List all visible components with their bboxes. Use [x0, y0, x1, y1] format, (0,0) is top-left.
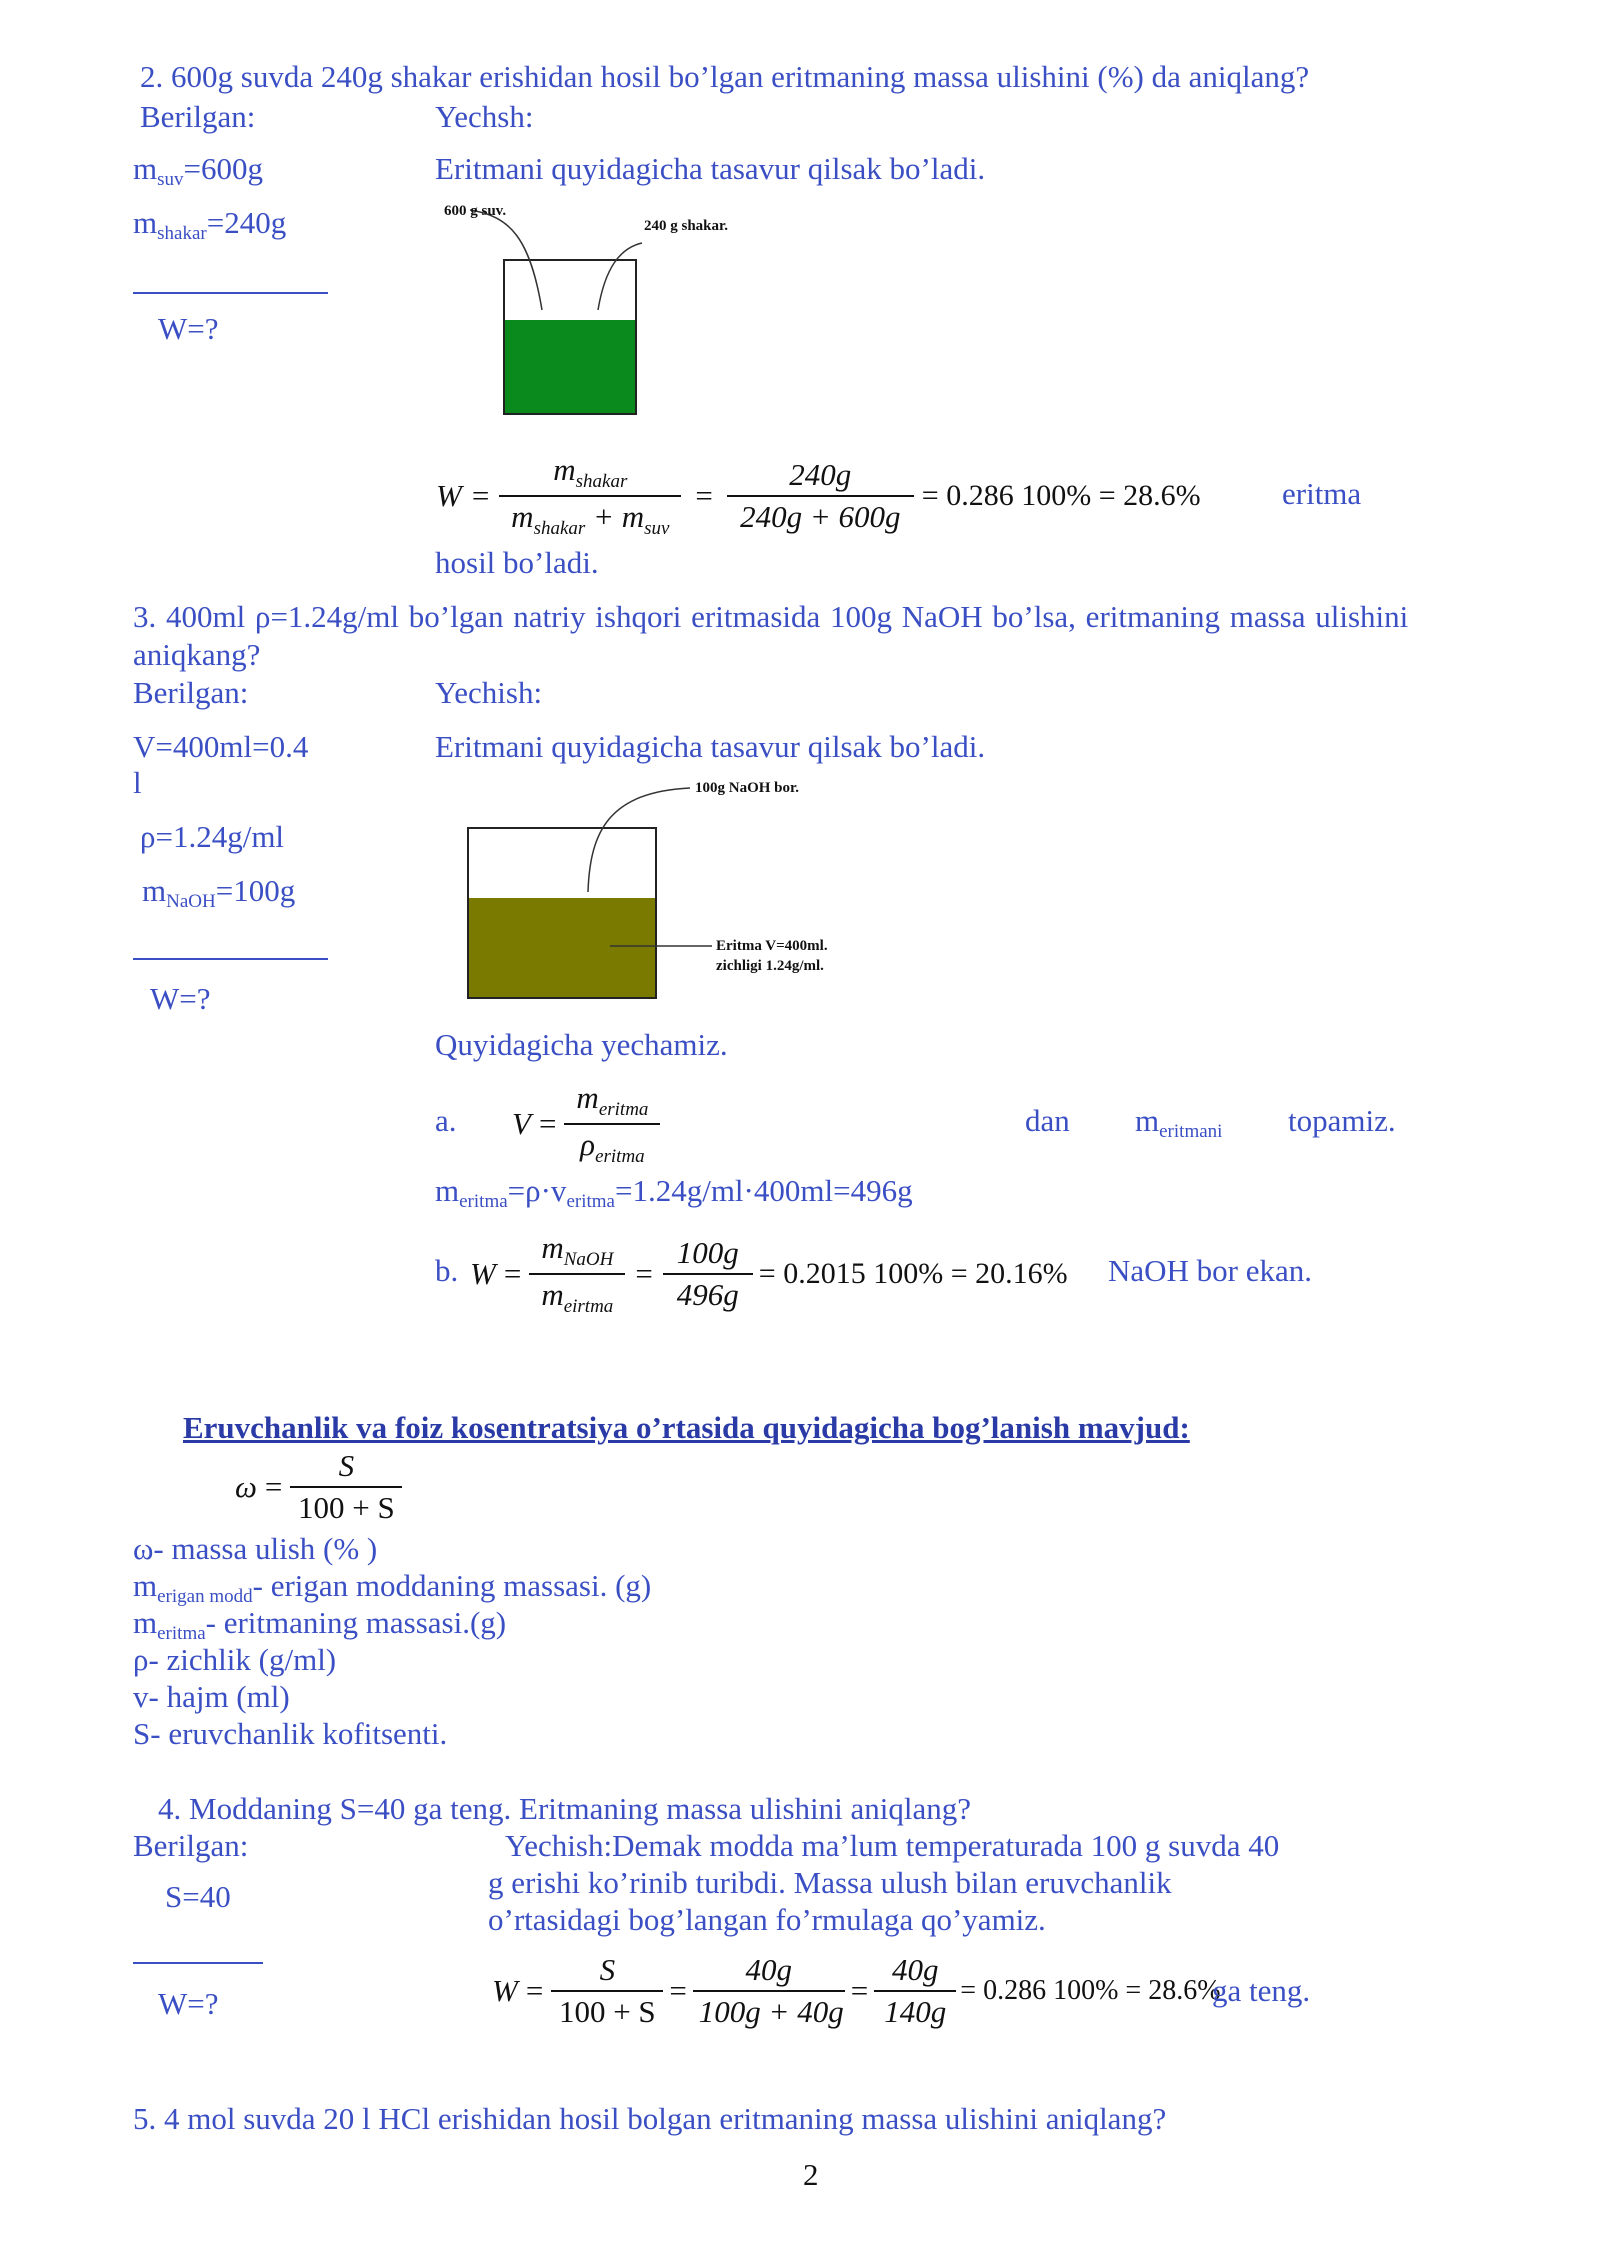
beaker-liquid — [505, 320, 635, 413]
label-sugar: 240 g shakar. — [644, 218, 729, 234]
tail-word: eritma — [1282, 476, 1362, 511]
definition-omega: ω- massa ulish (% ) — [133, 1531, 378, 1566]
problem-3-question-line1: 3. 400ml ρ=1.24g/ml bo’lgan natriy ishqori eritmasida 100g NaOH bo’lsa, eritmaning massa ulishini — [133, 599, 1409, 634]
step-a-dan: dan — [1025, 1103, 1070, 1138]
solution-line-1: Yechish:Demak modda ma’lum temperaturada 100 g suvda 40 — [505, 1828, 1280, 1863]
m-subscript: suv — [157, 169, 184, 190]
problem-5-question: 5. 4 mol suvda 20 l HCl erishidan hosil bolgan eritmaning massa ulishini aniqlang? — [133, 2101, 1167, 2136]
definition-m-solution: $m_{eritma}-$ eritmaning massasi.(g) — [133, 1605, 507, 1644]
fraction-values: $\frac{240g}{240g + 600g}$ — [733, 457, 908, 535]
label-naoh: 100g NaOH bor. — [695, 780, 800, 796]
pointer-line-naoh — [588, 788, 690, 892]
given-label: Berilgan: — [140, 99, 256, 134]
imagine-text: Eritmani quyidagicha tasavur qilsak bo’ladi. — [435, 151, 986, 186]
definition-density: ρ- zichlik (g/ml) — [133, 1642, 337, 1677]
m-symbol: m — [133, 205, 158, 240]
given-divider — [133, 1962, 263, 1964]
formula-problem-2: W = $\frac{m_{shakar}}{m_{shakar} + m_{suv}}$ = $\frac{240g}{240g + 600g}$ = 0.286 100% = 28.6% — [436, 452, 1201, 539]
fraction-mass: $\frac{m_{shakar}}{m_{shakar} + m_{suv}}$ — [505, 452, 675, 540]
page-number: 2 — [803, 2157, 819, 2192]
given-label: Berilgan: — [133, 1828, 249, 1863]
find-w: W=? — [158, 1986, 219, 2021]
m-value: =600g — [183, 151, 264, 186]
mass-calculation: $m_{eritma}=\rho\cdot v_{eritma}=1.24g/ml\cdot 400ml=496g$ — [435, 1173, 913, 1212]
given-density: ρ=1.24g/ml — [140, 819, 285, 854]
formula-omega: ω = $\frac{S}{100 + S}$ — [235, 1448, 402, 1526]
definition-m-solute: $m_{erigan modd}-$ erigan moddaning massasi. (g) — [133, 1568, 652, 1607]
given-m-suv — [133, 150, 263, 192]
given-label: Berilgan: — [133, 675, 249, 710]
problem-3-question-line2: aniqkang? — [133, 637, 261, 672]
formula-tail: ga teng. — [1212, 1973, 1311, 2008]
problem-2-question: 2. 600g suvda 240g shakar erishidan hosil bo’lgan eritmaning massa ulishini (%) da aniqlang? — [140, 59, 1310, 94]
find-w: W=? — [158, 311, 219, 346]
formula-result: = 0.286 100% = 28.6% — [921, 479, 1201, 512]
formula-problem-4: W = $\frac{S}{100 + S}$ = $\frac{40g}{100g + 40g}$ = $\frac{40g}{140g}$ = 0.286 100% = 28.6% — [492, 1952, 1221, 2029]
solution-label: Yechsh: — [435, 99, 534, 134]
given-volume-line2: l — [133, 765, 142, 800]
step-a-m: $m_{eritmani}$ — [1135, 1103, 1223, 1142]
find-w: W=? — [150, 981, 211, 1016]
label-water: 600 g suv. — [444, 203, 507, 219]
solution-label: Yechish: — [435, 675, 543, 710]
label-solution-density: zichligi 1.24g/ml. — [716, 958, 824, 974]
tail-line: hosil bo’ladi. — [435, 545, 599, 580]
m-subscript: shakar — [157, 223, 207, 244]
given-volume-line1: V=400ml=0.4 — [133, 729, 309, 764]
step-b-tail: NaOH bor ekan. — [1108, 1253, 1313, 1288]
step-a-label: a. — [435, 1103, 457, 1138]
given-divider — [133, 292, 328, 294]
given-s: S=40 — [165, 1879, 231, 1914]
imagine-text: Eritmani quyidagicha tasavur qilsak bo’ladi. — [435, 729, 986, 764]
given-m-naoh: $m_{NaOH}=100g$ — [142, 873, 296, 912]
label-solution-volume: Eritma V=400ml. — [716, 938, 828, 954]
m-symbol: m — [133, 151, 158, 186]
given-m-shakar — [133, 204, 286, 246]
definition-solubility: S- eruvchanlik kofitsenti. — [133, 1716, 448, 1751]
definition-volume: v- hajm (ml) — [133, 1679, 290, 1714]
given-divider — [133, 958, 328, 960]
relation-heading: Eruvchanlik va foiz kosentratsiya o’rtasida quyidagicha bog’lanish mavjud: — [183, 1410, 1190, 1445]
step-b-label: b. — [435, 1253, 459, 1288]
solve-intro: Quyidagicha yechamiz. — [435, 1027, 728, 1062]
step-a-topamiz: topamiz. — [1288, 1103, 1396, 1138]
formula-w: W — [436, 478, 462, 513]
solution-line-3: o’rtasidagi bog’langan fo’rmulaga qo’yamiz. — [488, 1902, 1046, 1937]
formula-volume: V = $\frac{m_{eritma}}{\rho_{eritma}}$ — [512, 1080, 660, 1168]
problem-4-question: 4. Moddaning S=40 ga teng. Eritmaning massa ulishini aniqlang? — [158, 1791, 972, 1826]
m-value: =240g — [206, 205, 287, 240]
solution-line-2: g erishi ko’rinib turibdi. Massa ulush bilan eruvchanlik — [488, 1865, 1172, 1900]
formula-mass-fraction: W = $\frac{m_{NaOH}}{m_{eirtma}}$ = $\frac{100g}{496g}$ = 0.2015 100% = 20.16% — [470, 1230, 1068, 1317]
beaker-liquid — [469, 898, 655, 997]
